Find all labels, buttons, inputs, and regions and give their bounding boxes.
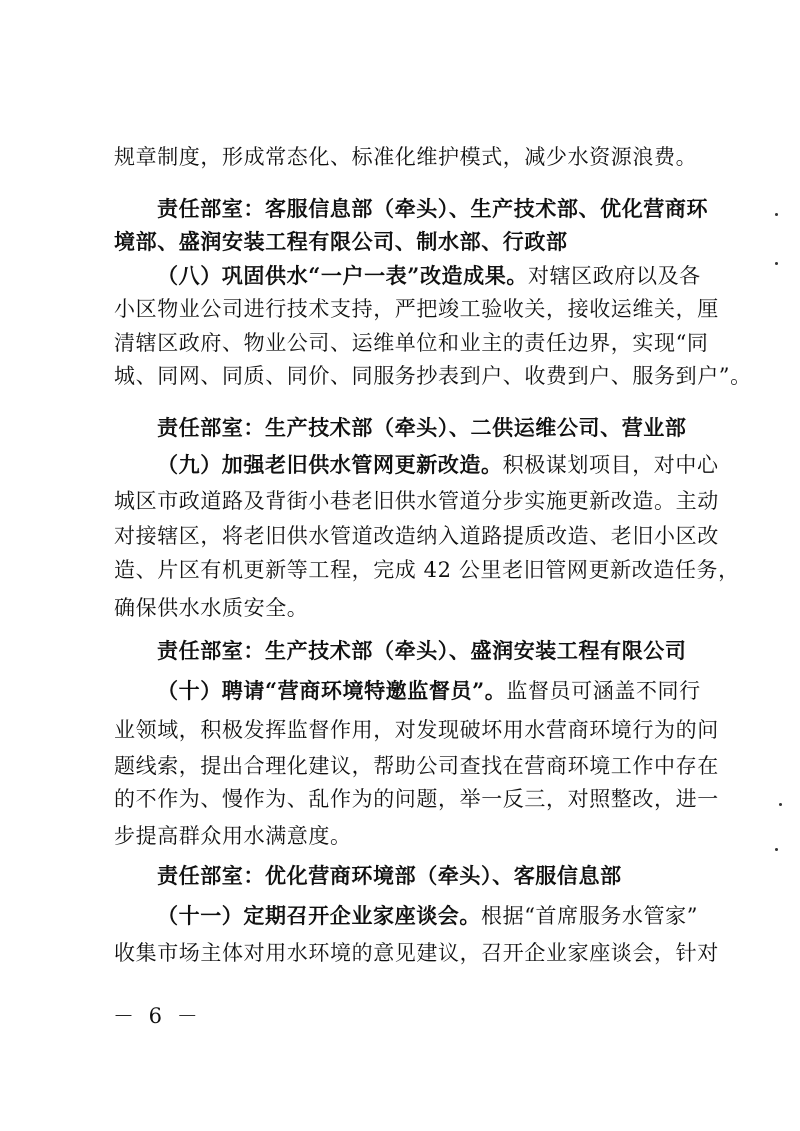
section-text: 监督员可涵盖不同行: [506, 679, 701, 703]
section-heading: （八）巩固供水“一户一表”改造成果。: [157, 263, 528, 288]
responsibility-line: 责任部室：优化营商环境部（牵头）、客服信息部: [157, 863, 622, 888]
body-text-line: 收集市场主体对用水环境的意见建议，召开企业家座谈会，针对: [114, 941, 719, 965]
body-text-line: 题线索，提出合理化建议，帮助公司查找在营商环境工作中存在: [114, 754, 719, 778]
responsibility-line-continued: 境部、盛润安装工程有限公司、制水部、行政部: [114, 229, 568, 254]
section-heading: （九）加强老旧供水管网更新改造。: [157, 452, 503, 477]
body-text-line: 确保供水水质安全。: [114, 596, 309, 620]
responsibility-line: 责任部室：生产技术部（牵头）、二供运维公司、营业部: [157, 415, 687, 440]
body-text-line: 城、同网、同质、同价、同服务抄表到户、收费到户、服务到户”。: [114, 364, 752, 388]
scan-speck: [775, 848, 778, 851]
responsibility-line: 责任部室：客服信息部（牵头）、生产技术部、优化营商环: [157, 196, 709, 221]
body-text-line: 小区物业公司进行技术支持，严把竣工验收关，接收运维关，厘: [114, 297, 719, 321]
section-text: 对辖区政府以及各: [527, 264, 701, 288]
section-text: 根据“首席服务水管家”: [481, 904, 699, 928]
section-heading: （十一）定期召开企业家座谈会。: [157, 903, 481, 928]
scan-speck: [775, 213, 778, 216]
scan-speck: [779, 803, 782, 806]
responsibility-line: 责任部室：生产技术部（牵头）、盛润安装工程有限公司: [157, 638, 687, 663]
section-paragraph-start: [157, 262, 757, 290]
section-heading: （十）聘请“营商环境特邀监督员”。: [157, 678, 507, 703]
body-text-line: 的不作为、慢作为、乱作为的问题，举一反三，对照整改，进一: [114, 787, 719, 811]
page-number: － 6 －: [113, 1004, 202, 1028]
section-paragraph-start: [157, 677, 757, 705]
body-text-line: 规章制度，形成常态化、标准化维护模式，减少水资源浪费。: [114, 145, 698, 169]
section-text: 积极谋划项目，对中心: [502, 453, 719, 477]
body-text-line: 业领域，积极发挥监督作用，对发现破坏用水营商环境行为的问: [114, 718, 719, 742]
body-text-line: 城区市政道路及背街小巷老旧供水管道分步实施更新改造。主动: [114, 489, 719, 513]
body-text-line: 清辖区政府、物业公司、运维单位和业主的责任边界，实现“同: [114, 331, 709, 355]
scan-speck: [775, 262, 778, 265]
section-paragraph-start: [157, 451, 757, 479]
body-text-line: 对接辖区，将老旧供水管道改造纳入道路提质改造、老旧小区改: [114, 524, 719, 548]
section-paragraph-start: [157, 902, 757, 930]
body-text-line: 造、片区有机更新等工程，完成 42 公里老旧管网更新改造任务，: [114, 558, 740, 582]
body-text-line: 步提高群众用水满意度。: [114, 824, 352, 848]
